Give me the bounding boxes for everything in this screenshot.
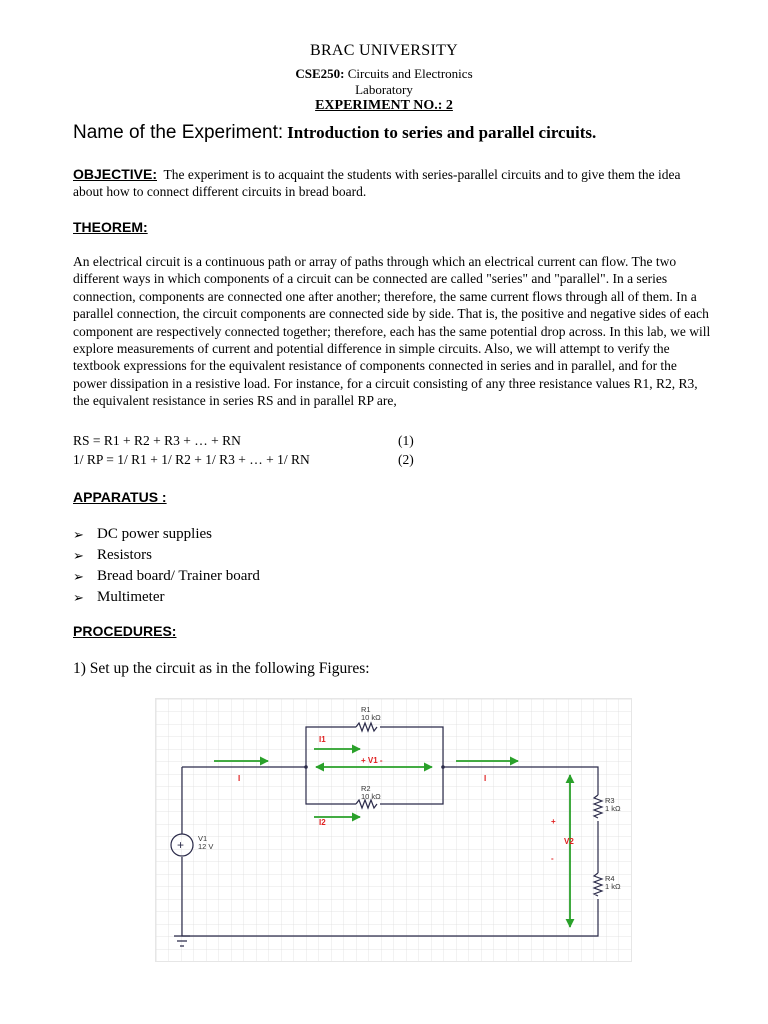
r1-value: 10 kΩ	[361, 713, 381, 722]
objective-paragraph	[73, 166, 713, 201]
r2-label: R2	[361, 784, 371, 793]
arrow-bullet-icon: ➢	[73, 548, 84, 563]
voltage-v1-drop: + V1 -	[361, 756, 383, 765]
circuit-figure	[155, 698, 632, 962]
current-i2: I2	[319, 818, 326, 827]
source-plus-icon: +	[177, 838, 185, 852]
current-i-right: I	[484, 774, 487, 783]
university-name: BRAC UNIVERSITY	[309, 42, 459, 59]
apparatus-item	[73, 524, 260, 545]
apparatus-item	[73, 587, 260, 608]
r1-label: R1	[361, 705, 371, 714]
theorem-heading: THEOREM:	[73, 219, 148, 235]
equation-series: RS = R1 + R2 + R3 + … + RN	[73, 433, 241, 448]
v2-plus-sign: +	[551, 817, 556, 826]
apparatus-list	[73, 524, 260, 608]
current-i1: I1	[319, 735, 326, 744]
circuit-diagram	[156, 699, 631, 961]
arrow-bullet-icon: ➢	[73, 527, 84, 542]
r4-label: R4	[605, 874, 615, 883]
apparatus-item-label: Bread board/ Trainer board	[97, 568, 260, 584]
v2-minus-sign: -	[551, 854, 554, 863]
course-name: Circuits and Electronics	[347, 66, 473, 81]
current-i-left: I	[238, 774, 241, 783]
r2-value: 10 kΩ	[361, 792, 381, 801]
experiment-number: EXPERIMENT NO.: 2	[315, 98, 453, 113]
arrow-bullet-icon: ➢	[73, 569, 84, 584]
v1-value: 12 V	[198, 842, 214, 851]
apparatus-item	[73, 566, 260, 587]
course-line	[0, 66, 768, 82]
r4-value: 1 kΩ	[605, 882, 621, 891]
equation-1-number: (1)	[398, 433, 414, 448]
objective-text: The experiment is to acquaint the students with series-parallel circuits and to give them the idea about how to connect different circuits in bread board.	[73, 167, 681, 200]
voltage-v2: V2	[564, 837, 574, 846]
lab-label: Laboratory	[355, 82, 413, 97]
equation-parallel: 1/ RP = 1/ R1 + 1/ R2 + 1/ R3 + … + 1/ RN	[73, 452, 310, 467]
experiment-title	[73, 122, 763, 144]
procedure-step-1: 1) Set up the circuit as in the following Figures:	[73, 660, 370, 677]
apparatus-heading: APPARATUS :	[73, 489, 167, 505]
experiment-title-value: Introduction to series and parallel circuits.	[287, 123, 597, 142]
equation-2-number: (2)	[398, 452, 414, 467]
grid-background	[156, 699, 631, 961]
procedures-heading: PROCEDURES:	[73, 623, 177, 639]
course-code: CSE250:	[295, 66, 345, 81]
v1-label: V1	[198, 834, 208, 843]
experiment-title-label: Name of the Experiment:	[73, 122, 284, 143]
apparatus-item-label: Multimeter	[97, 589, 165, 605]
apparatus-item	[73, 545, 260, 566]
apparatus-item-label: DC power supplies	[97, 526, 212, 542]
objective-label: OBJECTIVE:	[73, 166, 158, 182]
arrow-bullet-icon: ➢	[73, 590, 84, 605]
r3-label: R3	[605, 796, 615, 805]
theorem-paragraph: An electrical circuit is a continuous path or array of paths through which an electrical current can flow. The two different ways in which components of a circuit can be connected are called "series" and "parallel". In a series connection, components are connected one after another; therefore, the same current flows through all of them. In a parallel connection, the circuit components are connected side by side. That is, the positive and negative sides of each component are respectively connected together; therefore, each has the same potential drop across. In this lab, we will explore measurements of current and potential difference in simple circuits. Also, we will attempt to verify the textbook expressions for the equivalent resistance of components connected in series and in parallel, and for the power dissipation in a resistive load. For instance, for a circuit consisting of any three resistance values R1, R2, R3, the equivalent resistance in series RS and in parallel RP are,	[73, 254, 711, 409]
node-left	[304, 765, 308, 769]
node-right	[441, 765, 445, 769]
r3-value: 1 kΩ	[605, 804, 621, 813]
apparatus-item-label: Resistors	[97, 547, 153, 563]
